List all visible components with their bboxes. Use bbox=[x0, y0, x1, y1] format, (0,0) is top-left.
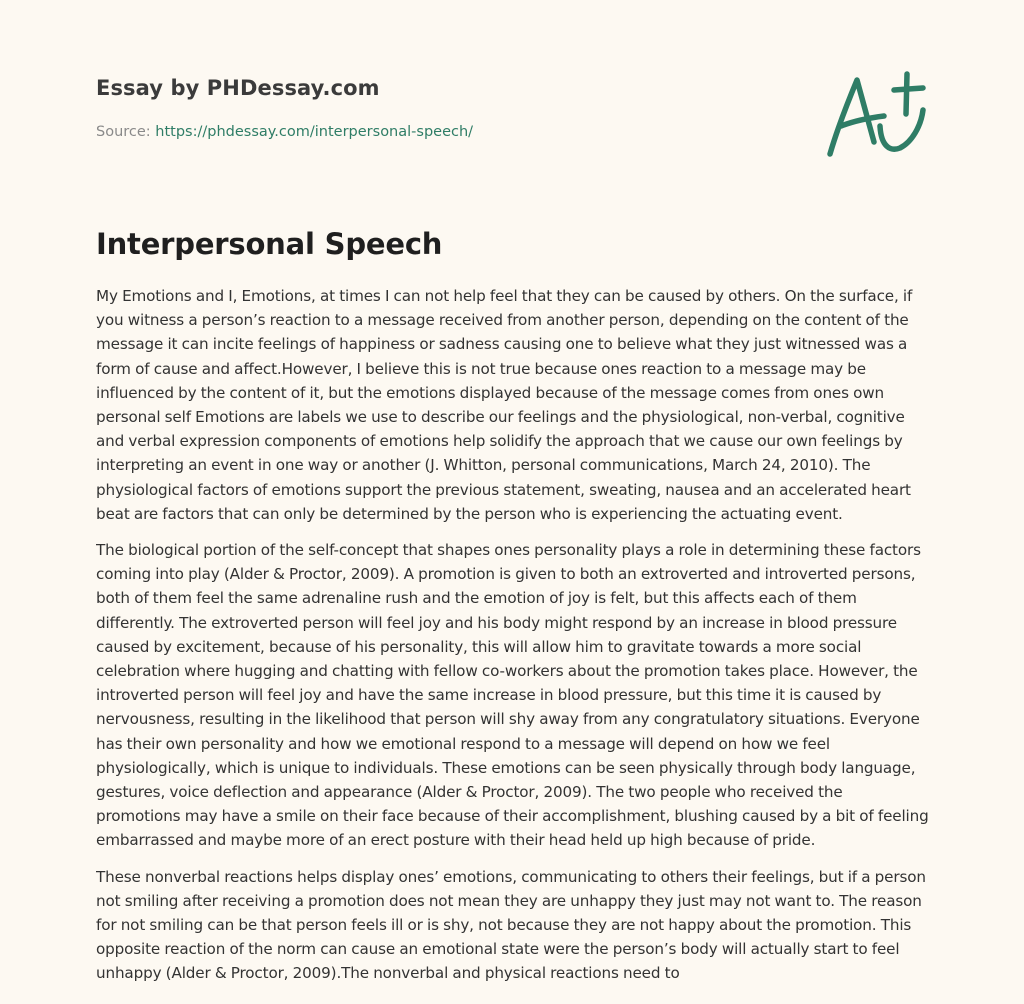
essay-paragraph: The biological portion of the self-concept that shapes ones personality plays a role in determining these factors coming into play (Alder & Proctor, 2009). A promotion is given to both an extroverted and introverted persons, both of them feel the same adrenaline rush and the emotion of joy is felt, but this affects each of them differently. The extroverted person will feel joy and his body might respond by an increase in blood pressure caused by excitement, because of his personality, this will allow him to gravitate towards a more social celebration where hugging and chatting with fellow co-workers about the promotion takes place. However, the introverted person will feel joy and have the same increase in blood pressure, but this time it is caused by nervousness, resulting in the likelihood that person will shy away from any congratulatory situations. Everyone has their own personality and how we emotional respond to a message will depend on how we feel physiologically, which is unique to individuals. These emotions can be seen physically through body language, gestures, voice deflection and appearance (Alder & Proctor, 2009). The two people who received the promotions may have a smile on their face because of their accomplishment, blushing caused by a bit of feeling embarrassed and maybe more of an erect posture with their head held up high because of pride. bbox=[96, 541, 929, 850]
source-line bbox=[96, 124, 473, 140]
source-label: Source: bbox=[96, 124, 156, 140]
essay-body bbox=[96, 284, 930, 998]
page-header bbox=[96, 76, 930, 156]
site-title: Essay by PHDessay.com bbox=[96, 76, 380, 100]
essay-paragraph: These nonverbal reactions helps display ones’ emotions, communicating to others their feelings, but if a person not smiling after receiving a promotion does not mean they are unhappy they just may not want to. The reason for not smiling can be that person feels ill or is shy, not because they are not happy about the promotion. This opposite reaction of the norm can cause an emotional state were the person’s body will actually start to feel unhappy (Alder & Proctor, 2009).The nonverbal and physical reactions need to bbox=[96, 867, 926, 983]
source-link[interactable]: https://phdessay.com/interpersonal-speech/ bbox=[155, 124, 474, 140]
essay-title: Interpersonal Speech bbox=[96, 227, 443, 261]
a-plus-grade-icon bbox=[824, 68, 928, 160]
essay-paragraph: My Emotions and I, Emotions, at times I can not help feel that they can be caused by others. On the surface, if you witness a person’s reaction to a message received from another person, depending on the content of the message it can incite feelings of happiness or sadness causing one to believe what they just witnessed was a form of cause and affect.However, I believe this is not true because ones reaction to a message may be influenced by the content of it, but the emotions displayed because of the message comes from ones own personal self Emotions are labels we use to describe our feelings and the physiological, non-verbal, cognitive and verbal expression components of emotions help solidify the approach that we cause our own feelings by interpreting an event in one way or another (J. Whitton, personal communications, March 24, 2010). The physiological factors of emotions support the previous statement, sweating, nausea and an accelerated heart beat are factors that can only be determined by the person who is experiencing the actuating event. bbox=[96, 287, 913, 523]
essay-page bbox=[96, 0, 930, 1004]
